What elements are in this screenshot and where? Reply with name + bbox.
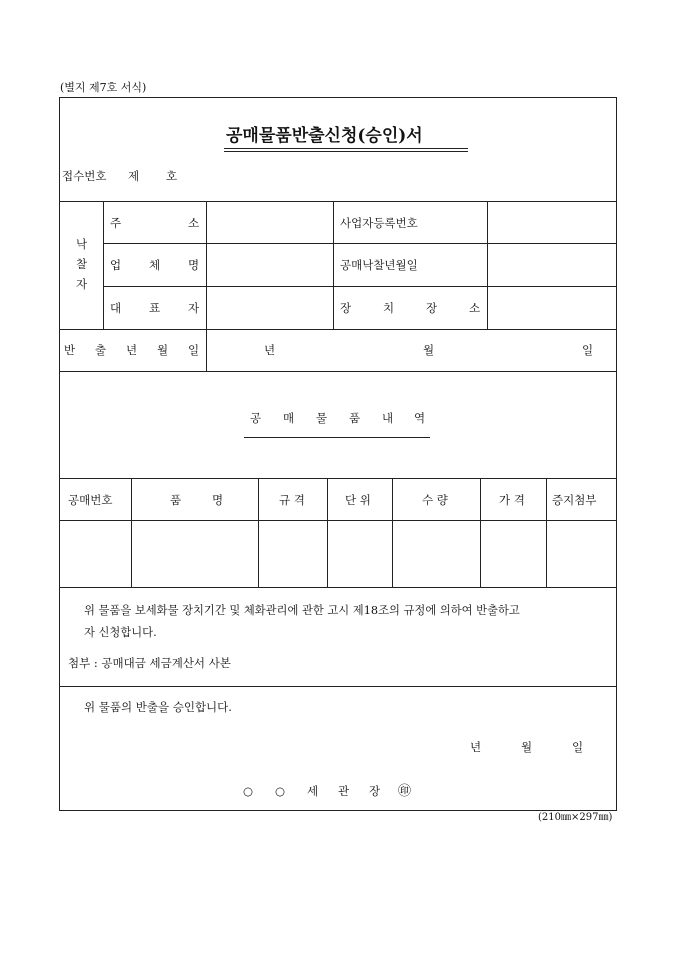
address-label: 주	[110, 216, 122, 230]
signer-char: ○	[243, 784, 254, 798]
divider	[59, 329, 616, 330]
items-title-char: 공	[250, 411, 262, 425]
company-label: 명	[188, 258, 200, 272]
release-date-label: 월	[157, 343, 169, 357]
statement-line1: 위 물품을 보세화물 장치기간 및 체화관리에 관한 고시 제18조의 규정에 의하여 반출하고	[84, 604, 520, 617]
col-header-docs: 증지첨부	[552, 493, 597, 507]
receipt-suffix: 호	[166, 169, 178, 183]
approval-day: 일	[572, 740, 584, 754]
page-title: 공매물품반출신청(승인)서	[226, 126, 423, 146]
divider	[258, 478, 259, 587]
col-header-name: 품	[170, 493, 182, 507]
divider	[327, 478, 328, 587]
location-label: 장	[426, 301, 438, 315]
signer-char: 관	[338, 784, 350, 798]
divider	[333, 201, 334, 329]
bidder-group-char: 자	[76, 277, 88, 291]
divider	[103, 243, 616, 244]
items-title-char: 역	[414, 411, 426, 425]
items-title-char: 품	[349, 411, 361, 425]
release-date-label: 년	[126, 343, 138, 357]
divider	[103, 286, 616, 287]
release-date-label: 일	[188, 343, 200, 357]
title-underline-2	[224, 151, 468, 152]
location-label: 치	[383, 301, 395, 315]
release-date-label: 반	[64, 343, 76, 357]
release-date-label: 출	[95, 343, 107, 357]
col-header-no: 공매번호	[68, 493, 113, 507]
release-month: 월	[423, 343, 435, 357]
bidder-group-char: 낙	[76, 237, 88, 251]
divider	[59, 520, 616, 521]
rep-label: 대	[110, 301, 122, 315]
address-label: 소	[188, 216, 200, 230]
divider	[392, 478, 393, 587]
divider	[103, 201, 104, 329]
attachment-note: 첨부 : 공매대금 세금계산서 사본	[68, 656, 231, 670]
approval-year: 년	[470, 740, 482, 754]
divider	[206, 201, 207, 371]
items-title-underline	[244, 437, 430, 438]
col-header-price: 가 격	[499, 493, 525, 507]
company-label: 체	[149, 258, 161, 272]
divider	[131, 478, 132, 587]
biz-reg-label: 사업자등록번호	[340, 216, 418, 230]
approval-text: 위 물품의 반출을 승인합니다.	[84, 700, 232, 714]
divider	[59, 201, 616, 202]
signer-char: ○	[275, 784, 286, 798]
col-header-unit: 단 위	[345, 493, 371, 507]
location-label: 소	[469, 301, 481, 315]
items-title-char: 물	[316, 411, 328, 425]
signer-char: 세	[307, 784, 319, 798]
divider	[59, 371, 616, 372]
divider	[59, 478, 616, 479]
company-label: 업	[110, 258, 122, 272]
divider	[59, 587, 616, 588]
divider	[480, 478, 481, 587]
col-header-name: 명	[212, 493, 224, 507]
col-header-qty: 수 량	[422, 493, 448, 507]
rep-label: 자	[188, 301, 200, 315]
divider	[487, 201, 488, 329]
items-title-char: 내	[382, 411, 394, 425]
statement-line2: 자 신청합니다.	[84, 626, 157, 639]
receipt-prefix: 제	[128, 169, 140, 183]
col-header-spec: 규 격	[279, 493, 305, 507]
bidder-group-char: 찰	[76, 257, 88, 271]
paper-size: (210㎜×297㎜)	[538, 812, 613, 823]
approval-month: 월	[521, 740, 533, 754]
title-underline	[224, 148, 468, 149]
divider	[59, 686, 616, 687]
release-day: 일	[582, 343, 594, 357]
seal-icon: ㊞	[398, 784, 412, 799]
form-note: (별지 제7호 서식)	[60, 81, 147, 94]
divider	[546, 478, 547, 587]
release-year: 년	[264, 343, 276, 357]
bid-date-label: 공매낙찰년월일	[340, 258, 418, 272]
receipt-label: 접수번호	[62, 169, 107, 183]
items-title-char: 매	[283, 411, 295, 425]
signer-char: 장	[369, 784, 381, 798]
rep-label: 표	[149, 301, 161, 315]
location-label: 장	[340, 301, 352, 315]
